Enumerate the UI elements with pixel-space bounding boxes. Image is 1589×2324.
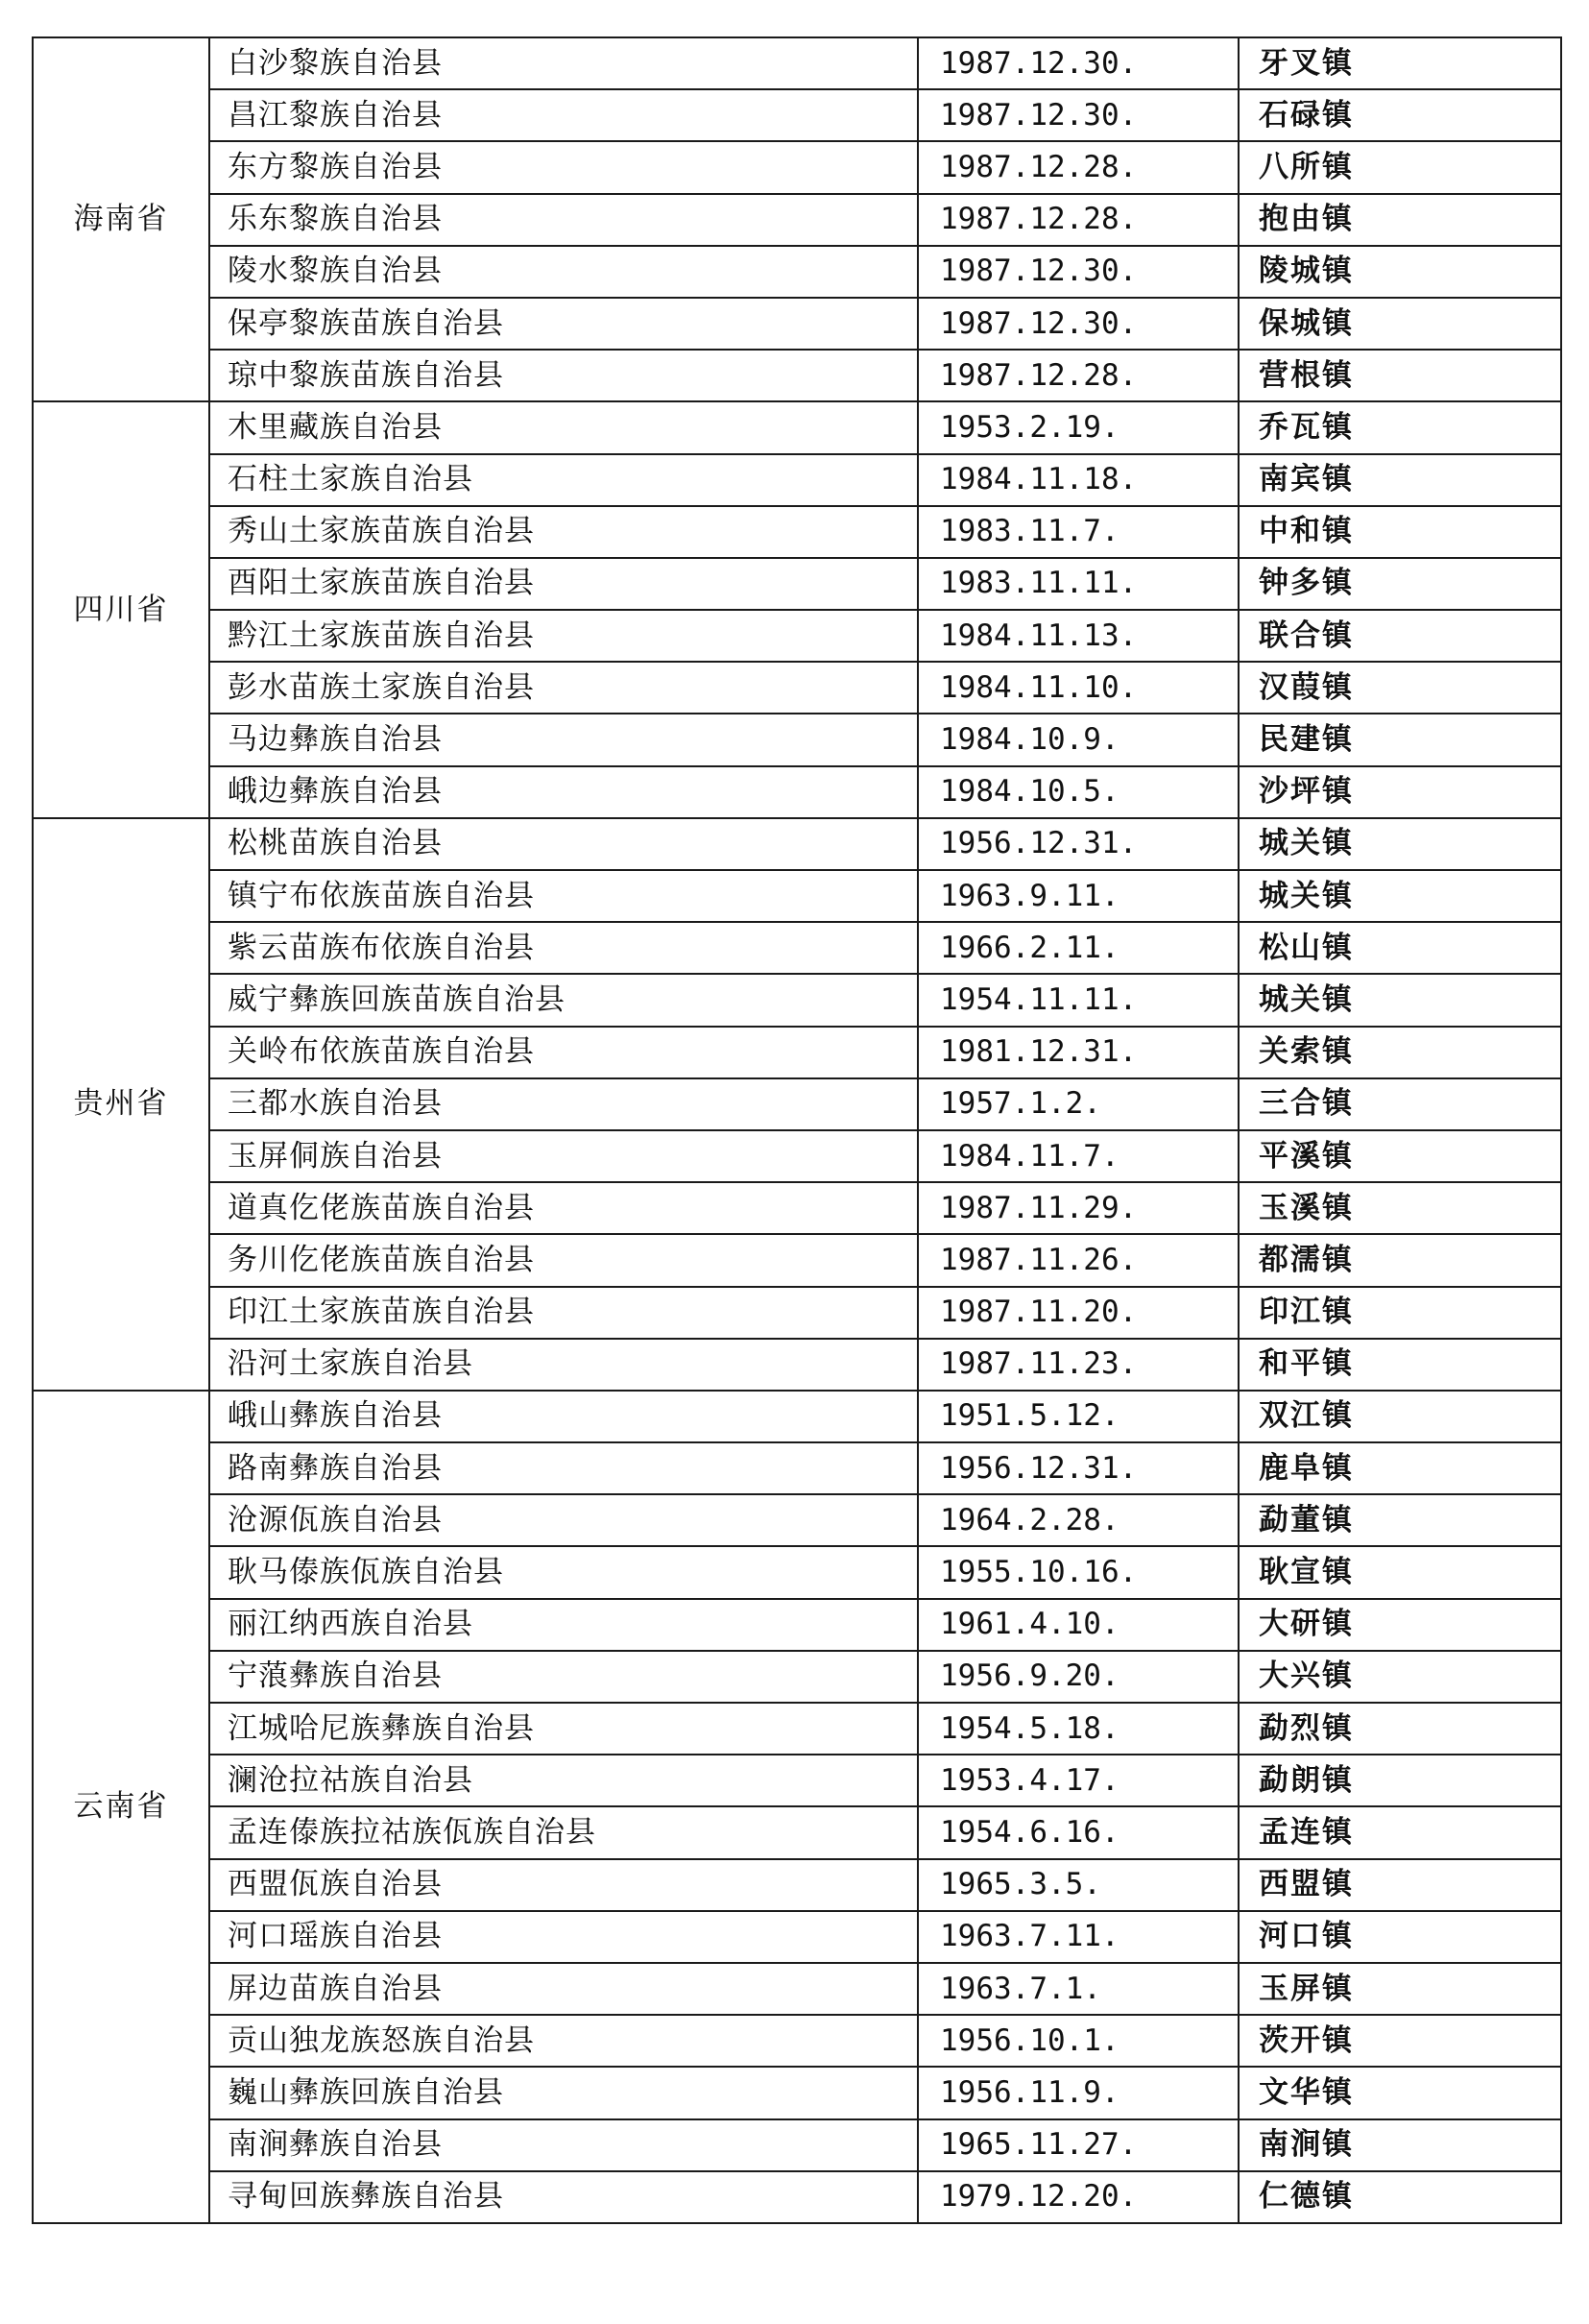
- establishment-date-cell: 1984.11.10.: [918, 662, 1239, 714]
- establishment-date-cell: 1954.6.16.: [918, 1806, 1239, 1858]
- establishment-date-cell: 1987.11.20.: [918, 1287, 1239, 1339]
- establishment-date-cell: 1987.11.26.: [918, 1234, 1239, 1286]
- county-seat-cell: 钟多镇: [1239, 558, 1561, 610]
- county-name-cell: 白沙黎族自治县: [209, 37, 918, 89]
- county-seat-cell: 联合镇: [1239, 610, 1561, 662]
- table-row: [33, 818, 1561, 870]
- table-row: [33, 1078, 1561, 1130]
- table-row: [33, 1859, 1561, 1911]
- establishment-date-cell: 1979.12.20.: [918, 2171, 1239, 2223]
- county-name-cell: 屏边苗族自治县: [209, 1963, 918, 2015]
- county-name-cell: 镇宁布依族苗族自治县: [209, 870, 918, 922]
- county-name-cell: 马边彝族自治县: [209, 714, 918, 765]
- county-name-cell: 贡山独龙族怒族自治县: [209, 2015, 918, 2067]
- establishment-date-cell: 1965.3.5.: [918, 1859, 1239, 1911]
- county-name-cell: 澜沧拉祜族自治县: [209, 1755, 918, 1806]
- county-seat-cell: 南涧镇: [1239, 2119, 1561, 2171]
- establishment-date-cell: 1984.11.7.: [918, 1130, 1239, 1182]
- county-seat-cell: 牙叉镇: [1239, 37, 1561, 89]
- establishment-date-cell: 1954.5.18.: [918, 1703, 1239, 1755]
- establishment-date-cell: 1956.10.1.: [918, 2015, 1239, 2067]
- establishment-date-cell: 1965.11.27.: [918, 2119, 1239, 2171]
- county-name-cell: 玉屏侗族自治县: [209, 1130, 918, 1182]
- establishment-date-cell: 1957.1.2.: [918, 1078, 1239, 1130]
- county-seat-cell: 鹿阜镇: [1239, 1442, 1561, 1494]
- table-row: [33, 1806, 1561, 1858]
- table-row: [33, 37, 1561, 89]
- table-row: [33, 1911, 1561, 1963]
- county-seat-cell: 文华镇: [1239, 2067, 1561, 2118]
- county-seat-cell: 营根镇: [1239, 350, 1561, 401]
- county-seat-cell: 茨开镇: [1239, 2015, 1561, 2067]
- county-seat-cell: 印江镇: [1239, 1287, 1561, 1339]
- county-name-cell: 峨山彝族自治县: [209, 1391, 918, 1442]
- county-name-cell: 巍山彝族回族自治县: [209, 2067, 918, 2118]
- table-row: [33, 1391, 1561, 1442]
- county-seat-cell: 河口镇: [1239, 1911, 1561, 1963]
- establishment-date-cell: 1987.12.28.: [918, 194, 1239, 246]
- establishment-date-cell: 1956.12.31.: [918, 1442, 1239, 1494]
- county-name-cell: 南涧彝族自治县: [209, 2119, 918, 2171]
- county-name-cell: 琼中黎族苗族自治县: [209, 350, 918, 401]
- county-name-cell: 黔江土家族苗族自治县: [209, 610, 918, 662]
- county-name-cell: 秀山土家族苗族自治县: [209, 506, 918, 558]
- table-row: [33, 350, 1561, 401]
- establishment-date-cell: 1987.12.30.: [918, 37, 1239, 89]
- table-row: [33, 922, 1561, 974]
- establishment-date-cell: 1987.11.29.: [918, 1182, 1239, 1234]
- county-name-cell: 江城哈尼族彝族自治县: [209, 1703, 918, 1755]
- county-name-cell: 陵水黎族自治县: [209, 246, 918, 298]
- table-row: [33, 506, 1561, 558]
- county-seat-cell: 城关镇: [1239, 974, 1561, 1026]
- establishment-date-cell: 1956.12.31.: [918, 818, 1239, 870]
- province-cell: 四川省: [33, 401, 209, 818]
- table-row: [33, 1755, 1561, 1806]
- establishment-date-cell: 1966.2.11.: [918, 922, 1239, 974]
- table-row: [33, 141, 1561, 193]
- table-row: [33, 1027, 1561, 1078]
- table-row: [33, 1546, 1561, 1598]
- establishment-date-cell: 1987.12.30.: [918, 89, 1239, 141]
- establishment-date-cell: 1964.2.28.: [918, 1494, 1239, 1546]
- county-seat-cell: 勐朗镇: [1239, 1755, 1561, 1806]
- county-seat-cell: 沙坪镇: [1239, 766, 1561, 818]
- county-name-cell: 寻甸回族彝族自治县: [209, 2171, 918, 2223]
- establishment-date-cell: 1956.9.20.: [918, 1651, 1239, 1703]
- county-seat-cell: 关索镇: [1239, 1027, 1561, 1078]
- county-seat-cell: 平溪镇: [1239, 1130, 1561, 1182]
- county-name-cell: 昌江黎族自治县: [209, 89, 918, 141]
- table-row: [33, 1182, 1561, 1234]
- table-row: [33, 662, 1561, 714]
- table-row: [33, 974, 1561, 1026]
- establishment-date-cell: 1961.4.10.: [918, 1599, 1239, 1651]
- county-name-cell: 紫云苗族布依族自治县: [209, 922, 918, 974]
- table-row: [33, 246, 1561, 298]
- establishment-date-cell: 1987.11.23.: [918, 1339, 1239, 1391]
- county-name-cell: 道真仡佬族苗族自治县: [209, 1182, 918, 1234]
- table-body: [33, 37, 1561, 2223]
- table-row: [33, 1651, 1561, 1703]
- county-name-cell: 孟连傣族拉祜族佤族自治县: [209, 1806, 918, 1858]
- establishment-date-cell: 1963.7.1.: [918, 1963, 1239, 2015]
- county-seat-cell: 民建镇: [1239, 714, 1561, 765]
- table-row: [33, 298, 1561, 350]
- table-row: [33, 454, 1561, 506]
- county-seat-cell: 抱由镇: [1239, 194, 1561, 246]
- table-row: [33, 89, 1561, 141]
- county-seat-cell: 汉葭镇: [1239, 662, 1561, 714]
- province-cell: 贵州省: [33, 818, 209, 1391]
- table-row: [33, 766, 1561, 818]
- table-row: [33, 2015, 1561, 2067]
- table-row: [33, 610, 1561, 662]
- county-seat-cell: 双江镇: [1239, 1391, 1561, 1442]
- county-name-cell: 宁蒗彝族自治县: [209, 1651, 918, 1703]
- table-row: [33, 2067, 1561, 2118]
- table-row: [33, 558, 1561, 610]
- establishment-date-cell: 1983.11.7.: [918, 506, 1239, 558]
- county-seat-cell: 保城镇: [1239, 298, 1561, 350]
- county-name-cell: 酉阳土家族苗族自治县: [209, 558, 918, 610]
- county-seat-cell: 玉屏镇: [1239, 1963, 1561, 2015]
- county-name-cell: 耿马傣族佤族自治县: [209, 1546, 918, 1598]
- table-row: [33, 1703, 1561, 1755]
- table-row: [33, 1494, 1561, 1546]
- county-seat-cell: 和平镇: [1239, 1339, 1561, 1391]
- county-seat-cell: 三合镇: [1239, 1078, 1561, 1130]
- autonomous-county-table: [32, 36, 1562, 2224]
- county-seat-cell: 中和镇: [1239, 506, 1561, 558]
- table-row: [33, 401, 1561, 453]
- county-name-cell: 三都水族自治县: [209, 1078, 918, 1130]
- establishment-date-cell: 1953.2.19.: [918, 401, 1239, 453]
- establishment-date-cell: 1983.11.11.: [918, 558, 1239, 610]
- county-seat-cell: 陵城镇: [1239, 246, 1561, 298]
- county-name-cell: 沿河土家族自治县: [209, 1339, 918, 1391]
- county-name-cell: 威宁彝族回族苗族自治县: [209, 974, 918, 1026]
- table-row: [33, 1234, 1561, 1286]
- county-seat-cell: 都濡镇: [1239, 1234, 1561, 1286]
- table-row: [33, 1130, 1561, 1182]
- county-seat-cell: 玉溪镇: [1239, 1182, 1561, 1234]
- establishment-date-cell: 1981.12.31.: [918, 1027, 1239, 1078]
- county-name-cell: 东方黎族自治县: [209, 141, 918, 193]
- county-seat-cell: 八所镇: [1239, 141, 1561, 193]
- county-name-cell: 木里藏族自治县: [209, 401, 918, 453]
- county-seat-cell: 大研镇: [1239, 1599, 1561, 1651]
- establishment-date-cell: 1963.7.11.: [918, 1911, 1239, 1963]
- county-name-cell: 石柱土家族自治县: [209, 454, 918, 506]
- county-seat-cell: 孟连镇: [1239, 1806, 1561, 1858]
- establishment-date-cell: 1987.12.28.: [918, 141, 1239, 193]
- table-row: [33, 194, 1561, 246]
- establishment-date-cell: 1954.11.11.: [918, 974, 1239, 1026]
- county-name-cell: 彭水苗族土家族自治县: [209, 662, 918, 714]
- table-row: [33, 2119, 1561, 2171]
- table-row: [33, 2171, 1561, 2223]
- county-seat-cell: 仁德镇: [1239, 2171, 1561, 2223]
- county-name-cell: 路南彝族自治县: [209, 1442, 918, 1494]
- establishment-date-cell: 1984.10.5.: [918, 766, 1239, 818]
- province-cell: 海南省: [33, 37, 209, 401]
- establishment-date-cell: 1987.12.30.: [918, 246, 1239, 298]
- county-seat-cell: 城关镇: [1239, 870, 1561, 922]
- table-row: [33, 1339, 1561, 1391]
- table-row: [33, 1599, 1561, 1651]
- county-name-cell: 峨边彝族自治县: [209, 766, 918, 818]
- county-seat-cell: 石碌镇: [1239, 89, 1561, 141]
- table-row: [33, 714, 1561, 765]
- county-name-cell: 松桃苗族自治县: [209, 818, 918, 870]
- establishment-date-cell: 1951.5.12.: [918, 1391, 1239, 1442]
- county-name-cell: 西盟佤族自治县: [209, 1859, 918, 1911]
- table-row: [33, 1287, 1561, 1339]
- county-seat-cell: 乔瓦镇: [1239, 401, 1561, 453]
- county-seat-cell: 松山镇: [1239, 922, 1561, 974]
- county-name-cell: 丽江纳西族自治县: [209, 1599, 918, 1651]
- establishment-date-cell: 1963.9.11.: [918, 870, 1239, 922]
- county-seat-cell: 城关镇: [1239, 818, 1561, 870]
- establishment-date-cell: 1987.12.28.: [918, 350, 1239, 401]
- establishment-date-cell: 1953.4.17.: [918, 1755, 1239, 1806]
- county-name-cell: 保亭黎族苗族自治县: [209, 298, 918, 350]
- county-seat-cell: 西盟镇: [1239, 1859, 1561, 1911]
- county-seat-cell: 勐董镇: [1239, 1494, 1561, 1546]
- county-seat-cell: 耿宣镇: [1239, 1546, 1561, 1598]
- table-row: [33, 870, 1561, 922]
- county-name-cell: 沧源佤族自治县: [209, 1494, 918, 1546]
- county-seat-cell: 大兴镇: [1239, 1651, 1561, 1703]
- table-row: [33, 1963, 1561, 2015]
- province-cell: 云南省: [33, 1391, 209, 2223]
- table-row: [33, 1442, 1561, 1494]
- establishment-date-cell: 1984.11.18.: [918, 454, 1239, 506]
- establishment-date-cell: 1956.11.9.: [918, 2067, 1239, 2118]
- county-seat-cell: 南宾镇: [1239, 454, 1561, 506]
- county-name-cell: 印江土家族苗族自治县: [209, 1287, 918, 1339]
- county-name-cell: 务川仡佬族苗族自治县: [209, 1234, 918, 1286]
- establishment-date-cell: 1987.12.30.: [918, 298, 1239, 350]
- county-name-cell: 关岭布依族苗族自治县: [209, 1027, 918, 1078]
- establishment-date-cell: 1984.11.13.: [918, 610, 1239, 662]
- establishment-date-cell: 1955.10.16.: [918, 1546, 1239, 1598]
- county-name-cell: 乐东黎族自治县: [209, 194, 918, 246]
- county-seat-cell: 勐烈镇: [1239, 1703, 1561, 1755]
- county-name-cell: 河口瑶族自治县: [209, 1911, 918, 1963]
- establishment-date-cell: 1984.10.9.: [918, 714, 1239, 765]
